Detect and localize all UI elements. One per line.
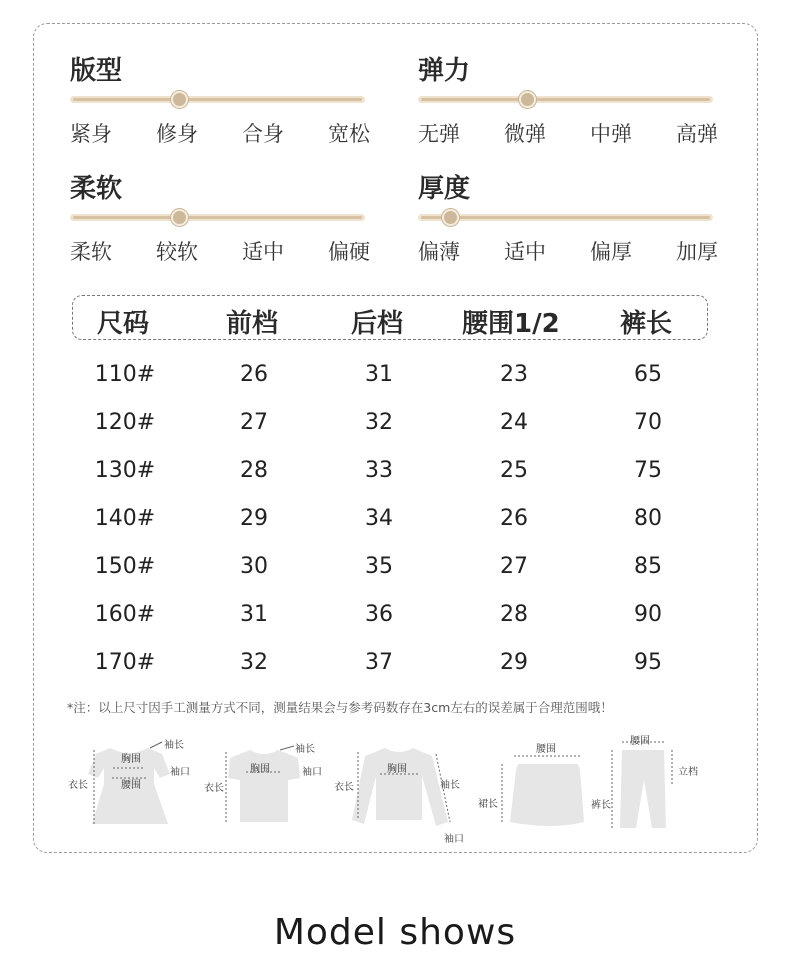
scale-option: 偏硬 (328, 240, 370, 264)
pants-diagram (612, 742, 672, 828)
measurement-cell: 23 (500, 362, 528, 387)
measurement-cell: 36 (365, 602, 393, 627)
attribute-softness (70, 174, 370, 264)
measurement-cell: 75 (634, 458, 662, 483)
measurement-cell: 33 (365, 458, 393, 483)
measurement-cell: 31 (365, 362, 393, 387)
measurement-cell: 34 (365, 506, 393, 531)
skirt-length-label: 裙长 (478, 799, 498, 810)
scale-option: 高弹 (676, 122, 718, 146)
attribute-scale (418, 96, 713, 103)
measurement-cell: 65 (634, 362, 662, 387)
size-cell: 110# (94, 362, 156, 387)
scale-option: 加厚 (676, 240, 718, 264)
measurement-cell: 24 (500, 410, 528, 435)
sweater-length-label: 衣长 (334, 782, 354, 793)
measurement-cell: 30 (240, 554, 268, 579)
pants-rise-label: 立档 (678, 767, 698, 778)
measurement-cell: 28 (240, 458, 268, 483)
measurement-cell: 25 (500, 458, 528, 483)
dress-cuff-label: 袖口 (170, 767, 190, 778)
attribute-elasticity (418, 56, 718, 146)
column-header: 前档 (226, 309, 279, 339)
scale-option: 适中 (242, 240, 284, 264)
attribute-scale (70, 214, 365, 221)
measurement-cell: 37 (365, 650, 393, 675)
measurement-cell: 29 (240, 506, 268, 531)
scale-option: 较软 (156, 240, 198, 264)
attribute-fit (70, 56, 370, 146)
attribute-scale (418, 214, 713, 221)
column-header: 后档 (351, 309, 404, 339)
scale-knob (171, 209, 188, 226)
measurement-cell: 28 (500, 602, 528, 627)
tshirt-diagram (226, 746, 300, 822)
tshirt-chest-label: 胸围 (250, 764, 270, 775)
sweater-chest-label: 胸围 (387, 764, 407, 775)
attribute-title: 厚度 (418, 174, 471, 204)
measurement-cell: 90 (634, 602, 662, 627)
column-header: 裤长 (620, 309, 673, 339)
dress-waist-label: 腰围 (121, 780, 141, 791)
measurement-cell: 29 (500, 650, 528, 675)
size-cell: 160# (94, 602, 156, 627)
scale-knob (519, 91, 536, 108)
attribute-title: 版型 (70, 56, 123, 86)
scale-option: 中弹 (590, 122, 632, 146)
tshirt-length-label: 衣长 (204, 783, 224, 794)
garment-diagrams (0, 728, 790, 848)
section-title: Model shows (273, 912, 517, 953)
measurement-cell: 26 (500, 506, 528, 531)
measurement-cell: 95 (634, 650, 662, 675)
column-header: 尺码 (97, 309, 150, 339)
scale-knob (171, 91, 188, 108)
dress-sleeve-label: 袖长 (164, 740, 184, 751)
scale-option: 偏薄 (418, 240, 460, 264)
tshirt-cuff-label: 袖口 (302, 767, 322, 778)
attribute-title: 弹力 (418, 56, 471, 86)
tshirt-sleeve-label: 袖长 (295, 744, 315, 755)
measurement-cell: 32 (365, 410, 393, 435)
scale-option: 合身 (242, 122, 284, 146)
size-cell: 120# (94, 410, 156, 435)
scale-option: 微弹 (504, 122, 546, 146)
dress-length-label: 衣长 (68, 780, 88, 791)
skirt-waist-label: 腰围 (536, 744, 556, 755)
scale-option: 修身 (156, 122, 198, 146)
measurement-cell: 35 (365, 554, 393, 579)
scale-option: 紧身 (70, 122, 112, 146)
scale-option: 偏厚 (590, 240, 632, 264)
scale-option: 无弹 (418, 122, 460, 146)
sweater-sleeve-label: 袖长 (440, 780, 460, 791)
measurement-cell: 31 (240, 602, 268, 627)
measurement-cell: 27 (240, 410, 268, 435)
attribute-title: 柔软 (70, 174, 123, 204)
sweater-cuff-label: 袖口 (444, 834, 464, 845)
attribute-scale (70, 96, 365, 103)
pants-waist-label: 腰围 (630, 736, 650, 747)
measurement-note: *注：以上尺寸因手工测量方式不同，测量结果会与参考码数存在3cm左右的误差属于合理范围哦！ (67, 700, 613, 715)
pants-length-label: 裤长 (591, 800, 611, 811)
measurement-cell: 32 (240, 650, 268, 675)
size-cell: 130# (94, 458, 156, 483)
measurement-cell: 80 (634, 506, 662, 531)
scale-option: 柔软 (70, 240, 112, 264)
measurement-cell: 85 (634, 554, 662, 579)
size-cell: 140# (94, 506, 156, 531)
size-cell: 170# (94, 650, 156, 675)
scale-option: 适中 (504, 240, 546, 264)
attribute-thickness (418, 174, 718, 264)
scale-option: 宽松 (328, 122, 370, 146)
measurement-cell: 70 (634, 410, 662, 435)
size-cell: 150# (94, 554, 156, 579)
skirt-diagram (502, 756, 584, 826)
measurement-cell: 27 (500, 554, 528, 579)
column-header: 腰围1/2 (462, 309, 560, 339)
dress-chest-label: 胸围 (121, 754, 141, 765)
measurement-cell: 26 (240, 362, 268, 387)
